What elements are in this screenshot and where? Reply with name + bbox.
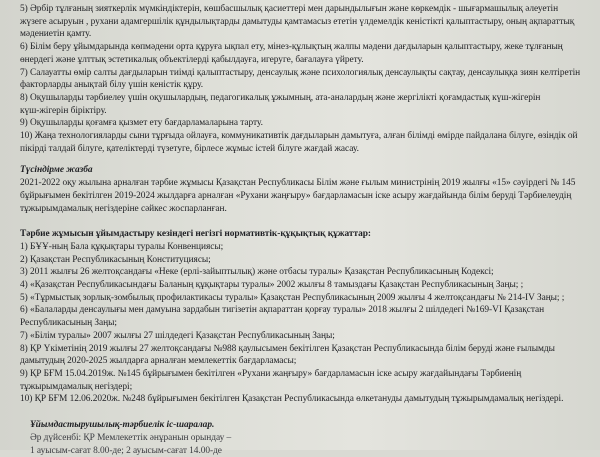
- goal-item-line: 7) Салауатты өмір салты дағдыларын тиімді қалыптастыру, денсаулық және психологиялық денсаулықты сақтау, денсаулыққа зиян келтіретін: [20, 67, 590, 80]
- legal-line: 1) БҰҰ-ның Бала құқықтары туралы Конвенциясы;: [20, 241, 590, 254]
- legal-line: тұжырымдамалық негіздері;: [20, 381, 590, 394]
- legal-line: 6) «Балаларды денсаулығы мен дамуына зардабын тигізетін ақпараттан қорғау туралы» 2018 жылғы 2 шілдедегі №169-VI Қазақстан: [20, 304, 590, 317]
- schedule-section: [20, 419, 590, 457]
- schedule-line: 1 ауысым-сағат 8.00-де; 2 ауысым-сағат 14.00-де: [30, 445, 590, 457]
- goal-item-line: күш-жігерін біріктіру.: [20, 105, 590, 118]
- legal-line: 7) «Білім туралы» 2007 жылғы 27 шілдедегі Қазақстан Республикасының Заңы;: [20, 330, 590, 343]
- goal-item-line: мәдениетін қамту.: [20, 28, 590, 41]
- goal-item-line: 5) Әрбір тұлғаның зияткерлік мүмкіндіктерін, көшбасшылық қасиеттері мен дарындылығын және көркемдік - шығармашылық әлеуетін: [20, 3, 590, 16]
- legal-line: 4) «Қазақстан Республикасындағы Баланың құқықтары туралы» 2002 жылғы 8 тамыздағы Қазақстан Республикасының Заңы; ;: [20, 279, 590, 292]
- explanation-line: бұйрығымен бекітілген 2019-2024 жылдарға арналған «Рухани жаңғыру» бағдарламасын іске асыру жағдайында білім беруді Тәрбиелеудің: [20, 190, 590, 203]
- legal-line: 2) Қазақстан Республикасының Конституциясы;: [20, 254, 590, 267]
- goal-item-line: 6) Білім беру ұйымдарында көпмәдени орта құруға ықпал ету, мінез-құлықтың жалпы мәдени дағдыларын қалыптастыру, жеке тұлғаның: [20, 41, 590, 54]
- goals-list: [20, 3, 590, 155]
- goal-item-line: 9) Оқушыларды қоғамға қызмет ету бағдарламаларына тарту.: [20, 117, 590, 130]
- goal-item-line: пікірді талдай білуге, қателіктерді түзетуге, бірлесе жұмыс істей білуге жағдай жасау.: [20, 143, 590, 156]
- goal-item-line: 10) Жаңа технологияларды сыни тұрғыда ойлауға, коммуникативтік дағдыларын дамытуға, алған білімді өмірде пайдалана білуге, өзіндік ой: [20, 130, 590, 143]
- goal-item-line: 8) Оқушыларды тәрбиелеу үшін оқушылардың, педагогикалық ұжымның, ата-аналардың және жергілікті қоғамдастық күш-жігерін: [20, 92, 590, 105]
- goal-item-line: факторларды анықтай білу үшін кеністік құру.: [20, 79, 590, 92]
- legal-line: дамытудың 2020-2025 жылдарға арналған мемлекеттік бағдарламасы;: [20, 355, 590, 368]
- goal-item-line: өнердегі және ұлттық эстетикалық объектілерді қабылдауға, игеруге, бағалауға үйрету.: [20, 54, 590, 67]
- legal-line: Республикасының Заңы;: [20, 317, 590, 330]
- explanation-section: [20, 164, 590, 215]
- legal-line: 9) ҚР БҒМ 15.04.2019ж. №145 бұйрығымен бекітілген «Рухани жаңғыру» бағдарламасын іске асыру жағдайындағы Тәрбиенің: [20, 368, 590, 381]
- explanation-line: 2021-2022 оқу жылына арналған тәрбие жұмысы Қазақстан Республикасы Білім және ғылым министрінің 2019 жылғы «15» сәуірдегі № 145: [20, 177, 590, 190]
- legal-line: 3) 2011 жылғы 26 желтоқсандағы «Неке (ерлі-зайыптылық) және отбасы туралы» Қазақстан Республикасының Кодексі;: [20, 266, 590, 279]
- explanation-line: тұжырымдамалық негіздеріне сәйкес жоспарланған.: [20, 203, 590, 216]
- legal-line: 10) ҚР БҒМ 12.06.2020ж. №248 бұйрығымен бекітілген Қазақстан Республикасында өлкетануды дамытудың тұжырымдамалық негіздері.: [20, 393, 590, 406]
- explanation-heading: Түсіндірме жазба: [20, 164, 590, 177]
- legal-line: 5) «Тұрмыстық зорлық-зомбылық профилактикасы туралы» Қазақстан Республикасының 2009 жылғы 4 желтоқсандағы № 214-IV Заңы; ;: [20, 292, 590, 305]
- schedule-line: Әр дүйсенбі: ҚР Мемлекеттік әнұранын орындау –: [30, 432, 590, 445]
- legal-line: 8) ҚР Үкіметінің 2019 жылғы 27 желтоқсандағы №988 қаулысымен бекітілген Қазақстан Республикасында білім беруді және ғылымды: [20, 343, 590, 356]
- schedule-heading: Ұйымдастырушылық-тәрбиелік іс-шаралар.: [30, 419, 590, 432]
- legal-section: [20, 228, 590, 406]
- goal-item-line: жүзеге асыруын , рухани адамгершілік құндылықтарды дамытуды қамтамасыз ететін үлдемелдік кеністікті қалыптастыру, оның ақпараттық: [20, 16, 590, 29]
- legal-heading: Тәрбие жұмысын ұйымдастыру кезіндегі негізгі нормативтік-құқықтық құжаттар:: [20, 228, 590, 241]
